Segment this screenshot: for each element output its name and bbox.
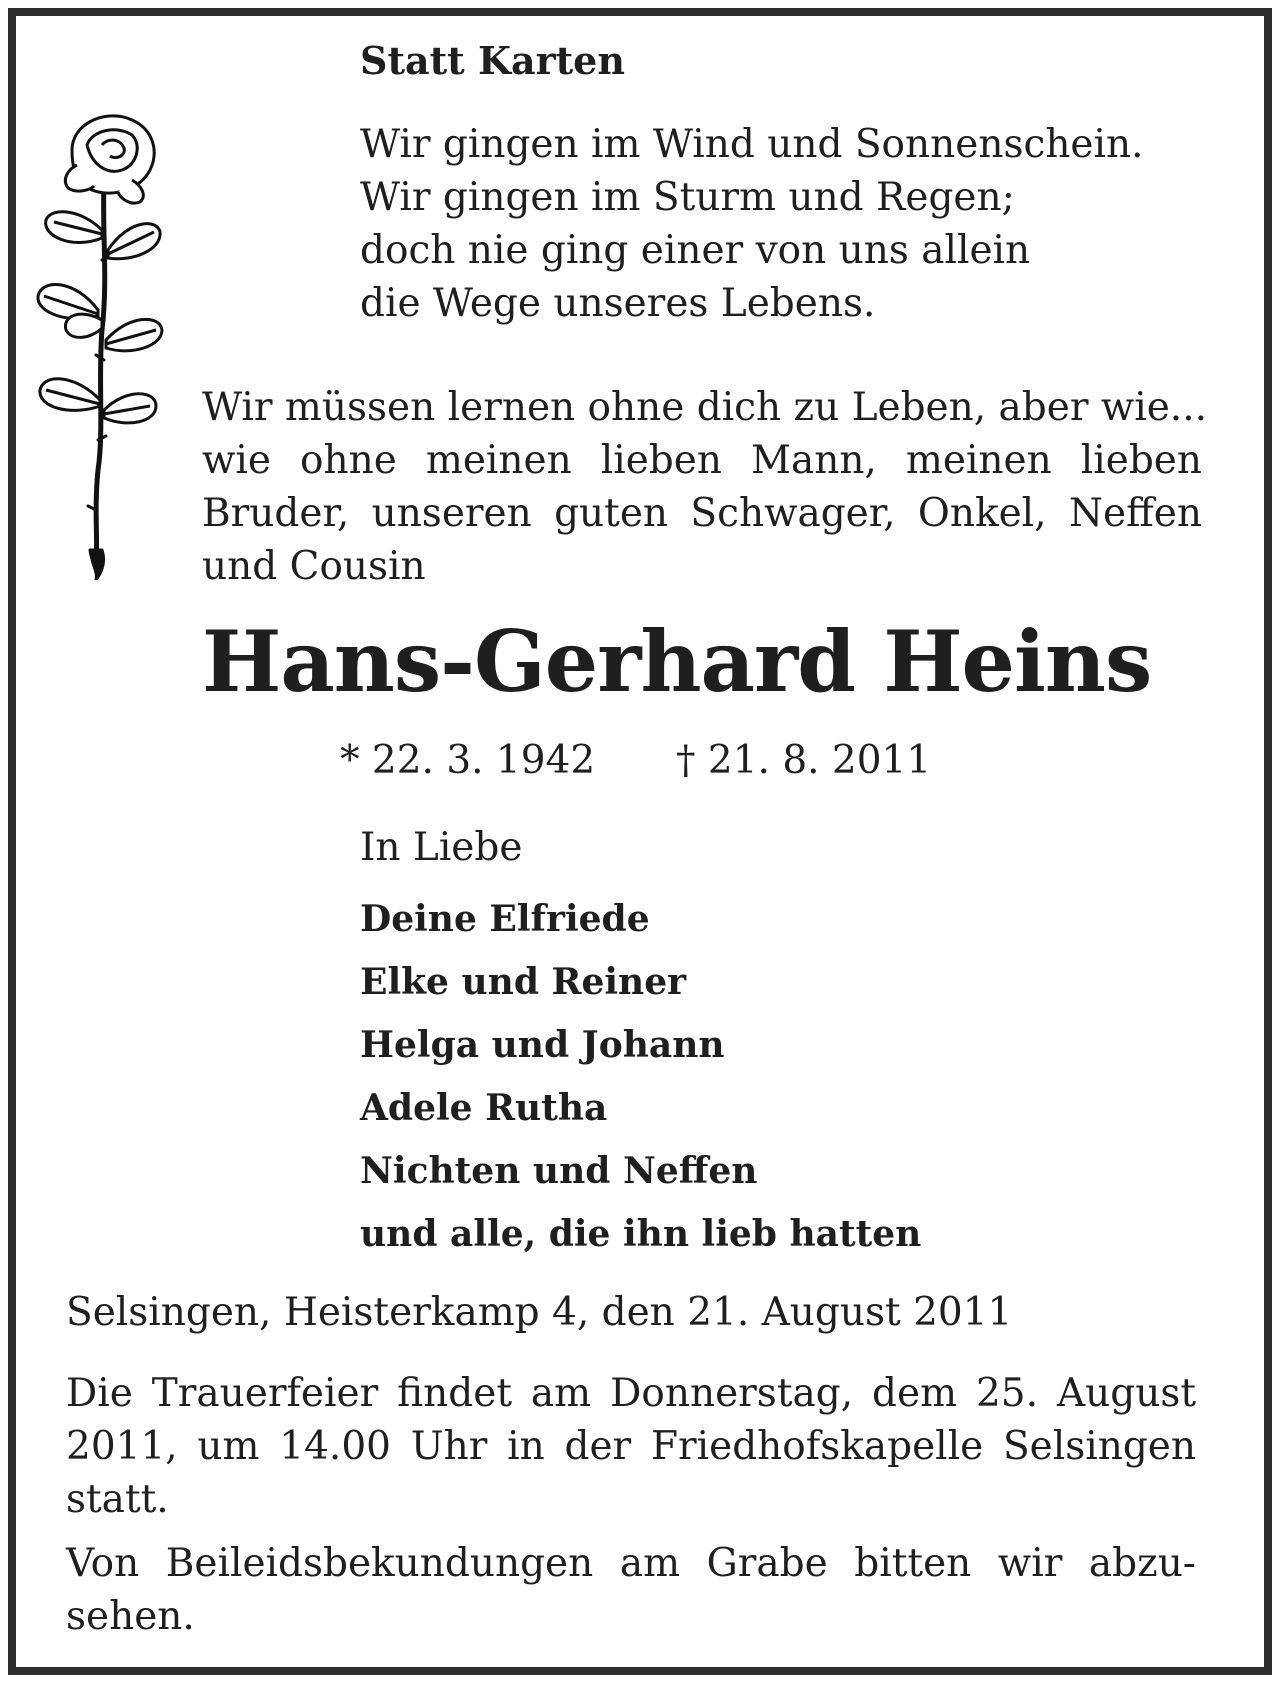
ceremony-notice — [66, 1367, 1196, 1526]
statt-karten-heading: Statt Karten — [360, 38, 625, 83]
poem-line: Wir gingen im Wind und Sonnenschein. — [360, 122, 1144, 167]
rose-icon — [32, 110, 182, 580]
mourner-name: Nichten und Neffen — [360, 1150, 758, 1192]
ceremony-line: statt. — [66, 1477, 169, 1522]
mourners-list — [360, 888, 921, 1266]
poem-line: Wir gingen im Sturm und Regen; — [360, 175, 1015, 220]
deceased-name: Hans-Gerhard Heins — [202, 612, 1152, 711]
poem-line: die Wege unseres Lebens. — [360, 281, 876, 326]
mourner-name: Adele Rutha — [360, 1087, 608, 1129]
place-and-date: Selsingen, Heisterkamp 4, den 21. August 2011 — [66, 1290, 1013, 1335]
intro-line: wie ohne meinen lieben Mann, meinen lieben — [202, 438, 1202, 483]
mourner-name: Elke und Reiner — [360, 961, 687, 1003]
condolence-line: sehen. — [66, 1594, 195, 1639]
ceremony-line: Die Trauerfeier findet am Donnerstag, dem 25. August — [66, 1371, 1196, 1416]
poem — [360, 118, 1144, 330]
intro-line: und Cousin — [202, 544, 426, 589]
birth-date: * 22. 3. 1942 — [340, 738, 596, 783]
intro-line: Bruder, unseren guten Schwager, Onkel, Neffen — [202, 491, 1202, 536]
condolence-line: Von Beileidsbekundungen am Grabe bitten wir abzu- — [66, 1541, 1196, 1586]
mourner-name: Helga und Johann — [360, 1024, 725, 1066]
condolence-notice — [66, 1537, 1196, 1643]
in-liebe-label: In Liebe — [360, 825, 523, 870]
intro-text — [202, 381, 1207, 593]
mourner-name: und alle, die ihn lieb hatten — [360, 1213, 922, 1255]
mourner-name: Deine Elfriede — [360, 898, 650, 940]
poem-line: doch nie ging einer von uns allein — [360, 228, 1031, 273]
intro-line: Wir müssen lernen ohne dich zu Leben, aber wie... — [202, 385, 1207, 430]
ceremony-line: 2011, um 14.00 Uhr in der Friedhofskapelle Selsingen — [66, 1424, 1196, 1469]
death-date: † 21. 8. 2011 — [676, 738, 932, 783]
